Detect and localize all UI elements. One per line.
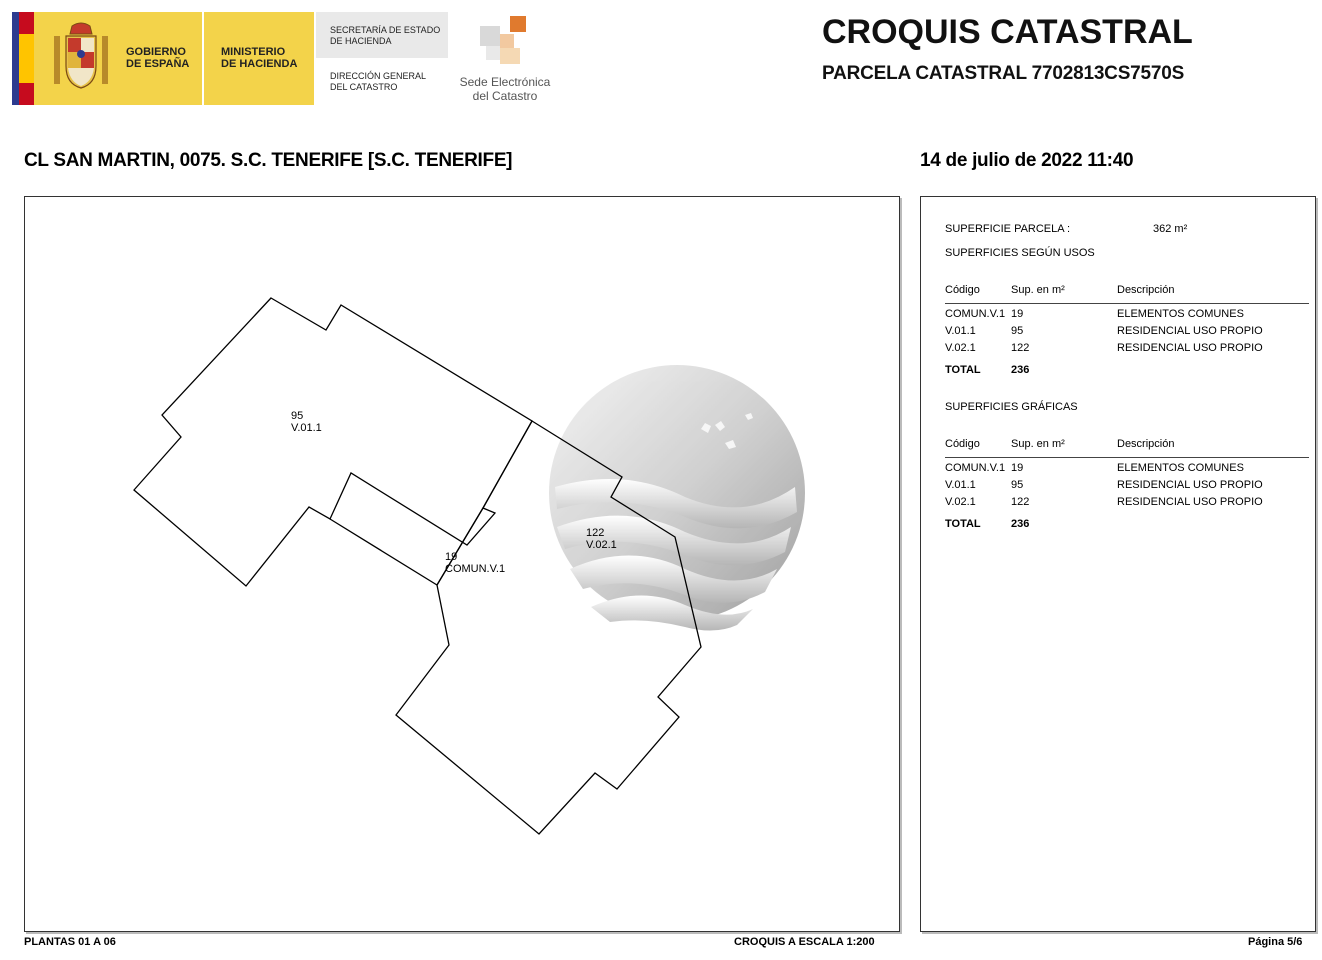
usos-col-desc: Descripción: [1117, 284, 1175, 296]
direccion-text: DIRECCIÓN GENERAL DEL CATASTRO: [330, 71, 427, 92]
document-title: CROQUIS CATASTRAL: [822, 13, 1193, 51]
info-panel: SUPERFICIE PARCELA : 362 m² SUPERFICIES SEGÚN USOS Código Sup. en m² Descripción COMUN.V.1 19 ELEMENTOS COMUNES V.01.1 95 RESIDENCIAL USO PROPIO V.02.1 122 RESIDENCIAL USO PROPIO TOTAL 236 SUPERFICIES GRÁFICAS Código Sup. en m² Descripción COMUN.V.1 19 ELEMENTOS COMUNES V.01.1 95 RESIDENCIAL USO PROPIO V.02.1 122 RESIDENCIAL USO PROPIO TOTAL 236: [920, 196, 1316, 932]
usos-title: SUPERFICIES SEGÚN USOS: [945, 247, 1095, 259]
flag-edge: [12, 12, 19, 105]
usos-col-codigo: Código: [945, 284, 980, 296]
sede-text: Sede Electrónica del Catastro: [459, 75, 551, 103]
footer-plantas: PLANTAS 01 A 06: [24, 936, 116, 948]
label-comun: 19 COMUN.V.1: [445, 551, 506, 575]
map-panel: [24, 196, 900, 932]
graficas-col-sup: Sup. en m²: [1011, 438, 1065, 450]
usos-col-sup: Sup. en m²: [1011, 284, 1065, 296]
footer-escala: CROQUIS A ESCALA 1:200: [734, 936, 875, 948]
date-time: 14 de julio de 2022 11:40: [920, 150, 1134, 171]
label-v011: 95 V.01.1: [291, 410, 322, 434]
graficas-col-codigo: Código: [945, 438, 980, 450]
parcela-reference: PARCELA CATASTRAL 7702813CS7570S: [822, 63, 1185, 84]
parcel-v011-outline: [134, 298, 532, 586]
sede-catastro-logo-icon: [478, 16, 528, 66]
superficie-parcela-value: 362 m²: [1153, 223, 1188, 235]
coat-of-arms-icon: [48, 22, 114, 92]
graficas-title: SUPERFICIES GRÁFICAS: [945, 401, 1078, 413]
secretaria-text: SECRETARÍA DE ESTADO DE HACIENDA: [330, 25, 441, 46]
label-v021: 122 V.02.1: [586, 527, 617, 551]
footer-pagina: Página 5/6: [1248, 936, 1303, 948]
usos-header-rule: [945, 303, 1309, 304]
graficas-col-desc: Descripción: [1117, 438, 1175, 450]
superficie-parcela-label: SUPERFICIE PARCELA :: [945, 223, 1071, 235]
address: CL SAN MARTIN, 0075. S.C. TENERIFE [S.C. TENERIFE]: [24, 150, 513, 171]
gobierno-text: GOBIERNO DE ESPAÑA: [126, 46, 190, 70]
watermark-globe-icon: [549, 365, 805, 631]
graficas-header-rule: [945, 457, 1309, 458]
ministerio-text: MINISTERIO DE HACIENDA: [221, 46, 298, 70]
